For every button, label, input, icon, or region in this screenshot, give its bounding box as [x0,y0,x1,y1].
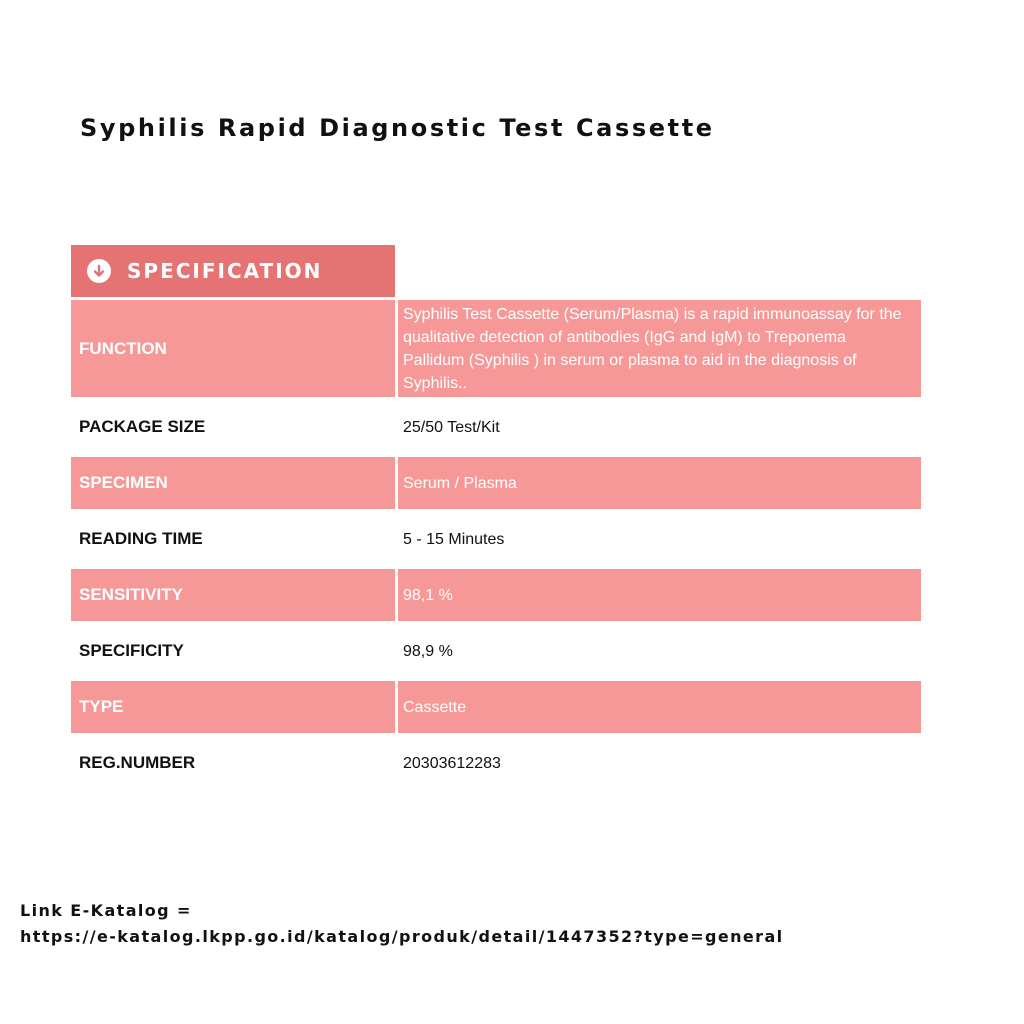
row-key: SPECIFICITY [79,641,184,660]
row-value: 98,9 % [403,642,453,660]
row-value: Serum / Plasma [398,457,921,509]
row-key: TYPE [71,681,395,733]
table-row-package-size [71,397,921,457]
table-row-reading-time [71,509,921,569]
e-katalog-link[interactable]: https://e-katalog.lkpp.go.id/katalog/produk/detail/1447352?type=general [20,927,784,946]
specification-label: SPECIFICATION [127,259,323,283]
row-value: 20303612283 [403,754,501,772]
table-row-sensitivity [71,569,921,621]
row-value: Syphilis Test Cassette (Serum/Plasma) is a rapid immunoassay for the qualitative detection of antibodies (IgG and IgM) to Treponema Pallidum (Syphilis ) in serum or plasma to aid in the diagnosis of Syphilis.. [398,300,921,397]
link-block [20,898,784,950]
row-value: 25/50 Test/Kit [403,418,500,436]
row-value: 98,1 % [398,569,921,621]
table-row-type [71,681,921,733]
specification-header [71,245,395,297]
row-key: REG.NUMBER [79,753,196,772]
arrow-down-circle-icon [87,259,111,283]
row-value: Cassette [398,681,921,733]
row-key: PACKAGE SIZE [79,417,206,436]
link-label: Link E-Katalog = [20,901,192,920]
table-row-function [71,300,921,397]
row-value: 5 - 15 Minutes [403,530,505,548]
row-key: FUNCTION [71,300,395,397]
table-row-specificity [71,621,921,681]
table-row-specimen [71,457,921,509]
row-key: READING TIME [79,529,203,548]
page-title: Syphilis Rapid Diagnostic Test Cassette [80,114,715,142]
table-row-reg-number [71,733,921,793]
specification-table [71,300,921,793]
row-key: SENSITIVITY [71,569,395,621]
row-key: SPECIMEN [71,457,395,509]
